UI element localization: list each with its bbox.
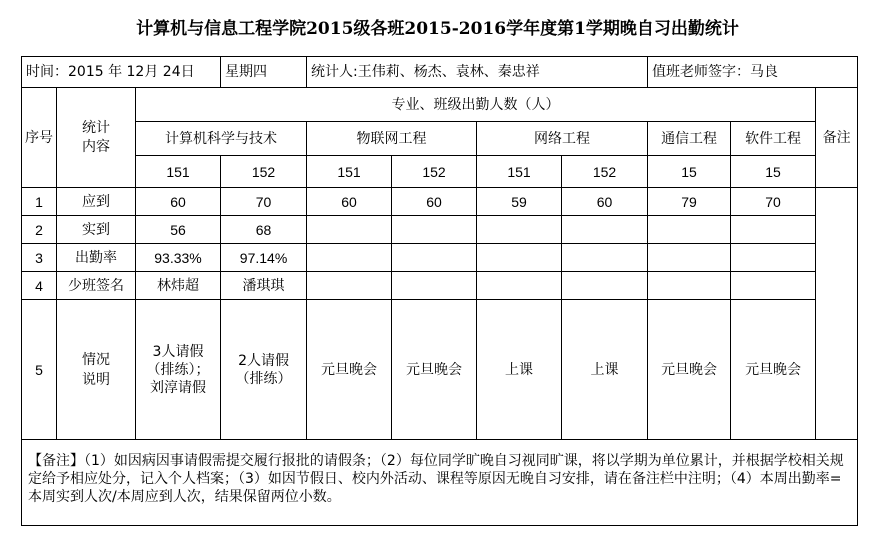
row-label: 应到 bbox=[57, 188, 136, 216]
data-cell: 60 bbox=[307, 188, 392, 216]
remark-cell bbox=[816, 188, 858, 440]
row-seq: 2 bbox=[22, 216, 57, 244]
data-cell bbox=[392, 244, 477, 272]
row-label: 实到 bbox=[57, 216, 136, 244]
attendance-table bbox=[21, 56, 858, 526]
major-network: 网络工程 bbox=[477, 122, 648, 156]
data-cell bbox=[731, 244, 816, 272]
seq-header: 序号 bbox=[22, 88, 57, 188]
class-cell: 15 bbox=[731, 156, 816, 188]
situation-cell: 3人请假（排练）；刘淳请假 bbox=[136, 300, 221, 440]
data-cell bbox=[648, 244, 731, 272]
class-cell: 151 bbox=[477, 156, 562, 188]
major-cs: 计算机科学与技术 bbox=[136, 122, 307, 156]
data-cell bbox=[648, 272, 731, 300]
data-cell: 93.33% bbox=[136, 244, 221, 272]
data-cell bbox=[392, 216, 477, 244]
table-row bbox=[22, 216, 858, 244]
major-communication: 通信工程 bbox=[648, 122, 731, 156]
data-cell bbox=[731, 216, 816, 244]
table-row bbox=[22, 188, 858, 216]
data-cell: 70 bbox=[731, 188, 816, 216]
table-row bbox=[22, 300, 858, 440]
data-cell bbox=[307, 216, 392, 244]
data-cell: 79 bbox=[648, 188, 731, 216]
data-cell bbox=[562, 272, 648, 300]
counters-cell: 统计人:王伟莉、杨杰、袁林、秦忠祥 bbox=[307, 57, 648, 88]
data-cell: 70 bbox=[221, 188, 307, 216]
situation-cell: 上课 bbox=[562, 300, 648, 440]
monitor-signature: 林炜超 bbox=[136, 272, 221, 300]
table-row bbox=[22, 272, 858, 300]
data-cell bbox=[648, 216, 731, 244]
situation-cell: 元旦晚会 bbox=[648, 300, 731, 440]
row-seq: 3 bbox=[22, 244, 57, 272]
row-seq: 5 bbox=[22, 300, 57, 440]
table-row bbox=[22, 244, 858, 272]
situation-cell: 2人请假（排练） bbox=[221, 300, 307, 440]
class-cell: 15 bbox=[648, 156, 731, 188]
row-label: 少班签名 bbox=[57, 272, 136, 300]
data-cell: 59 bbox=[477, 188, 562, 216]
class-cell: 151 bbox=[307, 156, 392, 188]
row-label: 情况说明 bbox=[57, 300, 136, 440]
data-cell bbox=[307, 272, 392, 300]
data-cell: 56 bbox=[136, 216, 221, 244]
date-cell: 时间：2015 年 12月 24日 bbox=[22, 57, 221, 88]
stat-content-header: 统计内容 bbox=[57, 88, 136, 188]
major-iot: 物联网工程 bbox=[307, 122, 477, 156]
data-cell: 68 bbox=[221, 216, 307, 244]
situation-cell: 元旦晚会 bbox=[307, 300, 392, 440]
data-cell: 60 bbox=[562, 188, 648, 216]
class-cell: 152 bbox=[392, 156, 477, 188]
teacher-signature-cell: 值班老师签字：马良 bbox=[648, 57, 858, 88]
page-title: 计算机与信息工程学院2015级各班2015-2016学年度第1学期晚自习出勤统计 bbox=[136, 19, 739, 39]
data-cell: 97.14% bbox=[221, 244, 307, 272]
situation-cell: 上课 bbox=[477, 300, 562, 440]
group-header: 专业、班级出勤人数（人） bbox=[136, 88, 816, 122]
class-cell: 152 bbox=[562, 156, 648, 188]
data-cell bbox=[307, 244, 392, 272]
data-cell: 60 bbox=[392, 188, 477, 216]
situation-cell: 元旦晚会 bbox=[392, 300, 477, 440]
row-seq: 1 bbox=[22, 188, 57, 216]
situation-cell: 元旦晚会 bbox=[731, 300, 816, 440]
data-cell bbox=[731, 272, 816, 300]
data-cell bbox=[477, 272, 562, 300]
data-cell bbox=[562, 216, 648, 244]
note-text: 【备注】（1）如因病因事请假需提交履行报批的请假条；（2）每位同学旷晚自习视同旷课，将以学期为单位累计，并根据学校相关规定给予相应处分，记入个人档案；（3）如因节假日、校内外活动、课程等原因无晚自习安排，请在备注栏中注明；（4）本周出勤率=本周实到人次/本周应到人次，结果保留两位小数。 bbox=[22, 440, 858, 526]
row-label: 出勤率 bbox=[57, 244, 136, 272]
data-cell bbox=[562, 244, 648, 272]
major-software: 软件工程 bbox=[731, 122, 816, 156]
row-seq: 4 bbox=[22, 272, 57, 300]
class-cell: 151 bbox=[136, 156, 221, 188]
monitor-signature: 潘琪琪 bbox=[221, 272, 307, 300]
data-cell bbox=[477, 216, 562, 244]
remark-header: 备注 bbox=[816, 88, 858, 188]
data-cell: 60 bbox=[136, 188, 221, 216]
class-cell: 152 bbox=[221, 156, 307, 188]
data-cell bbox=[392, 272, 477, 300]
data-cell bbox=[477, 244, 562, 272]
weekday-cell: 星期四 bbox=[221, 57, 307, 88]
